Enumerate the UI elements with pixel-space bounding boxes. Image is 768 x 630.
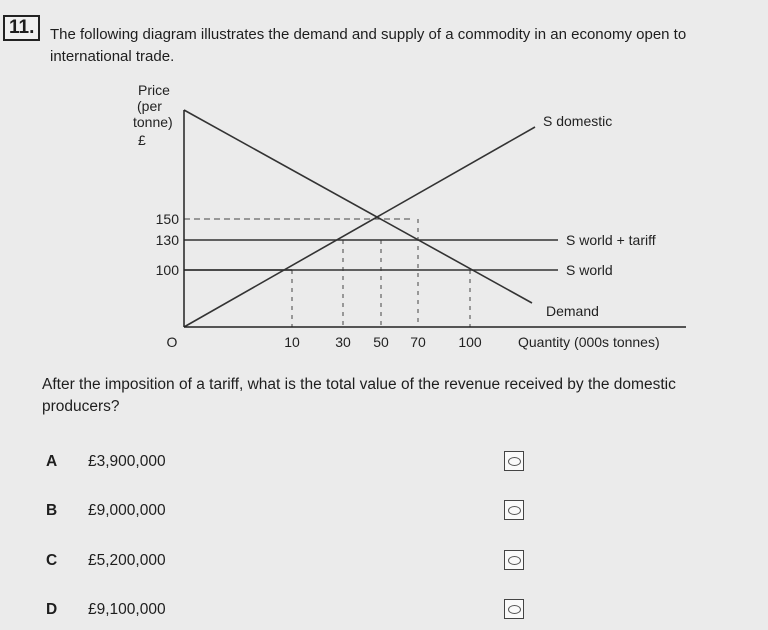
x-tick-label-100: 100 <box>458 334 482 350</box>
option-letter: C <box>46 552 58 569</box>
y-axis-label-line-2: (per <box>137 98 162 114</box>
y-tick-label-100: 100 <box>155 262 179 278</box>
option-text: £9,000,000 <box>88 502 166 519</box>
demand-line <box>184 110 532 303</box>
x-tick-label-70: 70 <box>410 334 426 350</box>
option-letter: A <box>46 453 58 470</box>
y-tick-label-130: 130 <box>155 232 179 248</box>
option-c[interactable] <box>46 550 726 574</box>
s-domestic-line <box>184 127 535 327</box>
y-axis-label-line-1: Price <box>138 82 170 98</box>
y-axis-label-line-3: tonne) <box>133 114 173 130</box>
option-text: £3,900,000 <box>88 453 166 470</box>
option-text: £9,100,000 <box>88 601 166 618</box>
question-number: 11. <box>3 15 40 41</box>
y-tick-label-150: 150 <box>155 211 179 227</box>
option-d-radio[interactable] <box>504 599 524 619</box>
y-axis-label <box>133 82 173 148</box>
s-world-plus-tariff-label: S world + tariff <box>566 232 656 248</box>
demand-label: Demand <box>546 303 599 319</box>
tick-labels <box>156 211 482 350</box>
s-world-label: S world <box>566 262 613 278</box>
y-axis-label-line-4: £ <box>138 132 146 148</box>
series-labels <box>543 113 656 319</box>
x-tick-label-10: 10 <box>284 334 300 350</box>
option-letter: D <box>46 601 58 618</box>
option-letter: B <box>46 502 58 519</box>
radio-circle-icon <box>508 506 521 515</box>
option-b[interactable] <box>46 500 726 524</box>
option-b-radio[interactable] <box>504 500 524 520</box>
s-domestic-label: S domestic <box>543 113 613 129</box>
origin-label: O <box>166 334 178 350</box>
question-prompt: The following diagram illustrates the demand and supply of a commodity in an economy open to international trade. <box>50 26 687 65</box>
option-a[interactable] <box>46 451 726 475</box>
x-tick-label-30: 30 <box>335 334 351 350</box>
option-text: £5,200,000 <box>88 552 166 569</box>
radio-circle-icon <box>508 556 521 565</box>
guide-lines <box>184 219 470 327</box>
option-c-radio[interactable] <box>504 550 524 570</box>
series-lines <box>184 110 558 327</box>
radio-circle-icon <box>508 457 521 466</box>
radio-circle-icon <box>508 605 521 614</box>
option-a-radio[interactable] <box>504 451 524 471</box>
x-axis-label: Quantity (000s tonnes) <box>518 334 660 350</box>
x-tick-label-50: 50 <box>373 334 389 350</box>
option-d[interactable] <box>46 599 726 623</box>
question-followup: After the imposition of a tariff, what is the total value of the revenue received by the domestic producers? <box>42 376 676 415</box>
